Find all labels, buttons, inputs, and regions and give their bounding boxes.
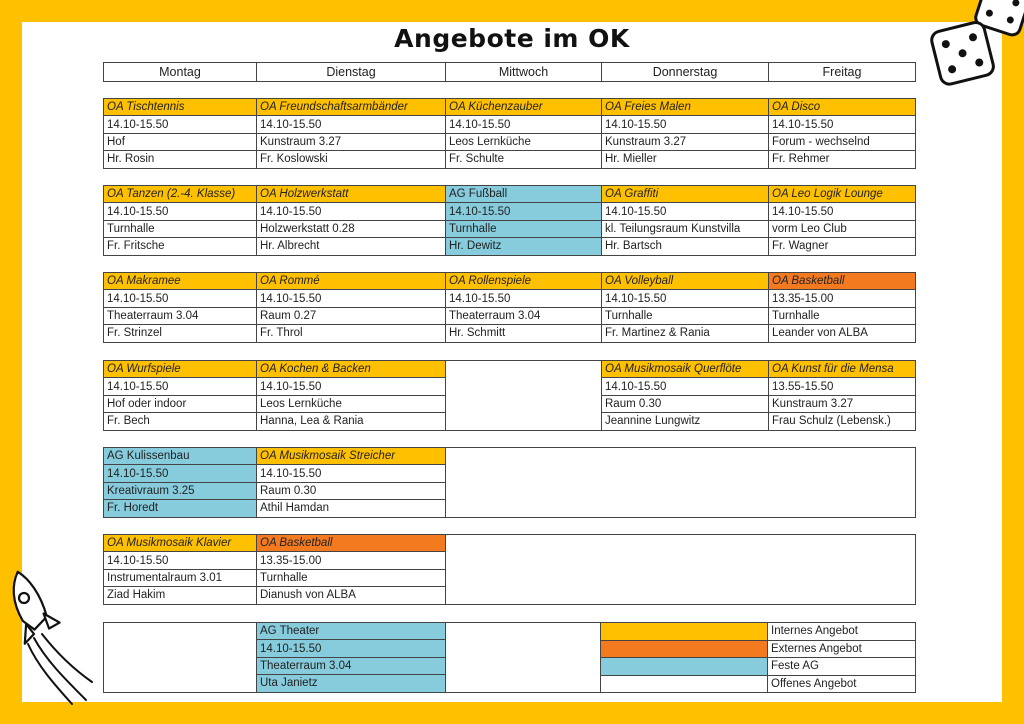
legend-swatch-offen (601, 675, 768, 693)
activity-time: 14.10-15.50 (257, 640, 446, 657)
activity-time: 13.55-15.50 (769, 378, 916, 395)
activity-time: 14.10-15.50 (104, 203, 257, 220)
activity-time: 14.10-15.50 (602, 203, 769, 220)
activity-time: 13.35-15.00 (769, 290, 916, 307)
activity-title: OA Volleyball (602, 273, 769, 290)
activity-leader: Fr. Rehmer (769, 151, 916, 168)
empty-slot (446, 623, 602, 693)
activity-time: 14.10-15.50 (104, 552, 257, 569)
activity-room: Raum 0.27 (257, 307, 446, 324)
activity-title: OA Tischtennis (104, 99, 257, 116)
activity-leader: Fr. Strinzel (104, 325, 257, 342)
activity-title: OA Musikmosaik Querflöte (602, 361, 769, 378)
activity-time: 14.10-15.50 (257, 378, 446, 395)
schedule-block (103, 185, 916, 256)
activity-title: OA Küchenzauber (446, 99, 602, 116)
activity-title: OA Disco (769, 99, 916, 116)
activity-title: OA Makramee (104, 273, 257, 290)
activity-leader: Fr. Throl (257, 325, 446, 342)
schedule-block (103, 447, 916, 518)
activity-leader: Hr. Schmitt (446, 325, 602, 342)
activity-leader: Fr. Wagner (769, 238, 916, 255)
activity-room: Hof oder indoor (104, 395, 257, 412)
activity-time: 13.35-15.00 (257, 552, 446, 569)
schedule-row (104, 116, 916, 133)
schedule-row (104, 186, 916, 203)
activity-room: Kunstraum 3.27 (769, 395, 916, 412)
activity-leader: Uta Janietz (257, 675, 446, 692)
activity-room: Turnhalle (446, 220, 602, 237)
schedule-row (104, 273, 916, 290)
activity-room: Leos Lernküche (257, 395, 446, 412)
activity-room: Turnhalle (602, 307, 769, 324)
activity-time: 14.10-15.50 (602, 290, 769, 307)
activity-leader: Fr. Schulte (446, 151, 602, 168)
activity-time: 14.10-15.50 (602, 116, 769, 133)
activity-leader: Fr. Koslowski (257, 151, 446, 168)
activity-title: OA Freundschaftsarmbänder (257, 99, 446, 116)
activity-title: OA Basketball (257, 535, 446, 552)
activity-title: OA Rollenspiele (446, 273, 602, 290)
activity-time: 14.10-15.50 (602, 378, 769, 395)
activity-title: OA Tanzen (2.-4. Klasse) (104, 186, 257, 203)
activity-room: Raum 0.30 (602, 395, 769, 412)
activity-leader: Fr. Martinez & Rania (602, 325, 769, 342)
activity-time: 14.10-15.50 (104, 465, 257, 482)
activity-time: 14.10-15.50 (769, 116, 916, 133)
page-title: Angebote im OK (394, 24, 630, 53)
activity-leader: Hr. Bartsch (602, 238, 769, 255)
activity-room: Turnhalle (104, 220, 257, 237)
activity-leader: Jeannine Lungwitz (602, 413, 769, 430)
schedule-row (104, 220, 916, 237)
empty-slot (446, 361, 602, 431)
activity-room: Hof (104, 133, 257, 150)
activity-title: OA Holzwerkstatt (257, 186, 446, 203)
activity-leader: Hr. Albrecht (257, 238, 446, 255)
activity-title: OA Kochen & Backen (257, 361, 446, 378)
activity-room: Kunstraum 3.27 (602, 133, 769, 150)
activity-leader: Fr. Bech (104, 413, 257, 430)
activity-time: 14.10-15.50 (104, 378, 257, 395)
activity-leader: Athil Hamdan (257, 500, 446, 517)
activity-leader: Leander von ALBA (769, 325, 916, 342)
legend-row (601, 623, 916, 641)
activity-time: 14.10-15.50 (769, 203, 916, 220)
activity-title: OA Kunst für die Mensa (769, 361, 916, 378)
activity-room: vorm Leo Club (769, 220, 916, 237)
activity-time: 14.10-15.50 (257, 116, 446, 133)
activity-time: 14.10-15.50 (446, 203, 602, 220)
activity-leader: Fr. Fritsche (104, 238, 257, 255)
activity-title: AG Theater (257, 623, 446, 640)
empty-slot (446, 448, 916, 518)
legend-row (601, 640, 916, 658)
legend-table (600, 622, 916, 693)
legend-row (601, 675, 916, 693)
activity-title: OA Graffiti (602, 186, 769, 203)
activity-title: AG Kulissenbau (104, 448, 257, 465)
activity-room: Theaterraum 3.04 (104, 307, 257, 324)
schedule-row (104, 361, 916, 378)
schedule-row (104, 133, 916, 150)
activity-title: OA Basketball (769, 273, 916, 290)
activity-leader: Hr. Rosin (104, 151, 257, 168)
activity-room: Forum - wechselnd (769, 133, 916, 150)
day-freitag: Freitag (769, 63, 916, 82)
legend-row (601, 658, 916, 676)
schedule-row (104, 290, 916, 307)
activity-room: Theaterraum 3.04 (257, 657, 446, 674)
schedule-row (104, 307, 916, 324)
activity-leader: Fr. Horedt (104, 500, 257, 517)
activity-leader: Ziad Hakim (104, 587, 257, 604)
legend-swatch-intern (601, 623, 768, 641)
activity-room: kl. Teilungsraum Kunstvilla (602, 220, 769, 237)
schedule-row (104, 325, 916, 342)
activity-title: OA Leo Logik Lounge (769, 186, 916, 203)
day-donnerstag: Donnerstag (602, 63, 769, 82)
activity-leader: Hr. Mieller (602, 151, 769, 168)
activity-leader: Hanna, Lea & Rania (257, 413, 446, 430)
activity-time: 14.10-15.50 (257, 465, 446, 482)
rocket-icon (6, 560, 96, 710)
activity-room: Turnhalle (769, 307, 916, 324)
empty-slot (104, 623, 257, 693)
activity-room: Theaterraum 3.04 (446, 307, 602, 324)
schedule-row (104, 203, 916, 220)
activity-time: 14.10-15.50 (446, 116, 602, 133)
activity-time: 14.10-15.50 (104, 116, 257, 133)
schedule-row (104, 535, 916, 552)
schedule-block (103, 360, 916, 431)
schedule-row (104, 448, 916, 465)
schedule-row (104, 99, 916, 116)
activity-leader: Frau Schulz (Lebensk.) (769, 413, 916, 430)
day-mittwoch: Mittwoch (446, 63, 602, 82)
activity-room: Instrumentalraum 3.01 (104, 569, 257, 586)
activity-title: OA Wurfspiele (104, 361, 257, 378)
dice-icon (924, 0, 1024, 95)
day-header-table (103, 62, 916, 82)
schedule-block (103, 622, 602, 693)
activity-title: AG Fußball (446, 186, 602, 203)
legend-label: Offenes Angebot (768, 675, 916, 693)
activity-title: OA Freies Malen (602, 99, 769, 116)
day-dienstag: Dienstag (257, 63, 446, 82)
activity-title: OA Musikmosaik Streicher (257, 448, 446, 465)
activity-room: Turnhalle (257, 569, 446, 586)
schedule-block (103, 534, 916, 605)
activity-time: 14.10-15.50 (446, 290, 602, 307)
empty-slot (446, 535, 916, 605)
legend-label: Internes Angebot (768, 623, 916, 641)
legend-label: Externes Angebot (768, 640, 916, 658)
legend-swatch-extern (601, 640, 768, 658)
activity-room: Raum 0.30 (257, 482, 446, 499)
schedule-block (103, 98, 916, 169)
activity-time: 14.10-15.50 (257, 203, 446, 220)
activity-leader: Dianush von ALBA (257, 587, 446, 604)
schedule-row (104, 151, 916, 168)
activity-leader: Hr. Dewitz (446, 238, 602, 255)
activity-title: OA Rommé (257, 273, 446, 290)
schedule-block (103, 272, 916, 343)
activity-time: 14.10-15.50 (104, 290, 257, 307)
activity-room: Holzwerkstatt 0.28 (257, 220, 446, 237)
activity-time: 14.10-15.50 (257, 290, 446, 307)
activity-title: OA Musikmosaik Klavier (104, 535, 257, 552)
day-montag: Montag (104, 63, 257, 82)
schedule-row (104, 238, 916, 255)
schedule-row (104, 623, 602, 640)
legend-swatch-fest (601, 658, 768, 676)
activity-room: Kunstraum 3.27 (257, 133, 446, 150)
activity-room: Kreativraum 3.25 (104, 482, 257, 499)
legend-label: Feste AG (768, 658, 916, 676)
activity-room: Leos Lernküche (446, 133, 602, 150)
